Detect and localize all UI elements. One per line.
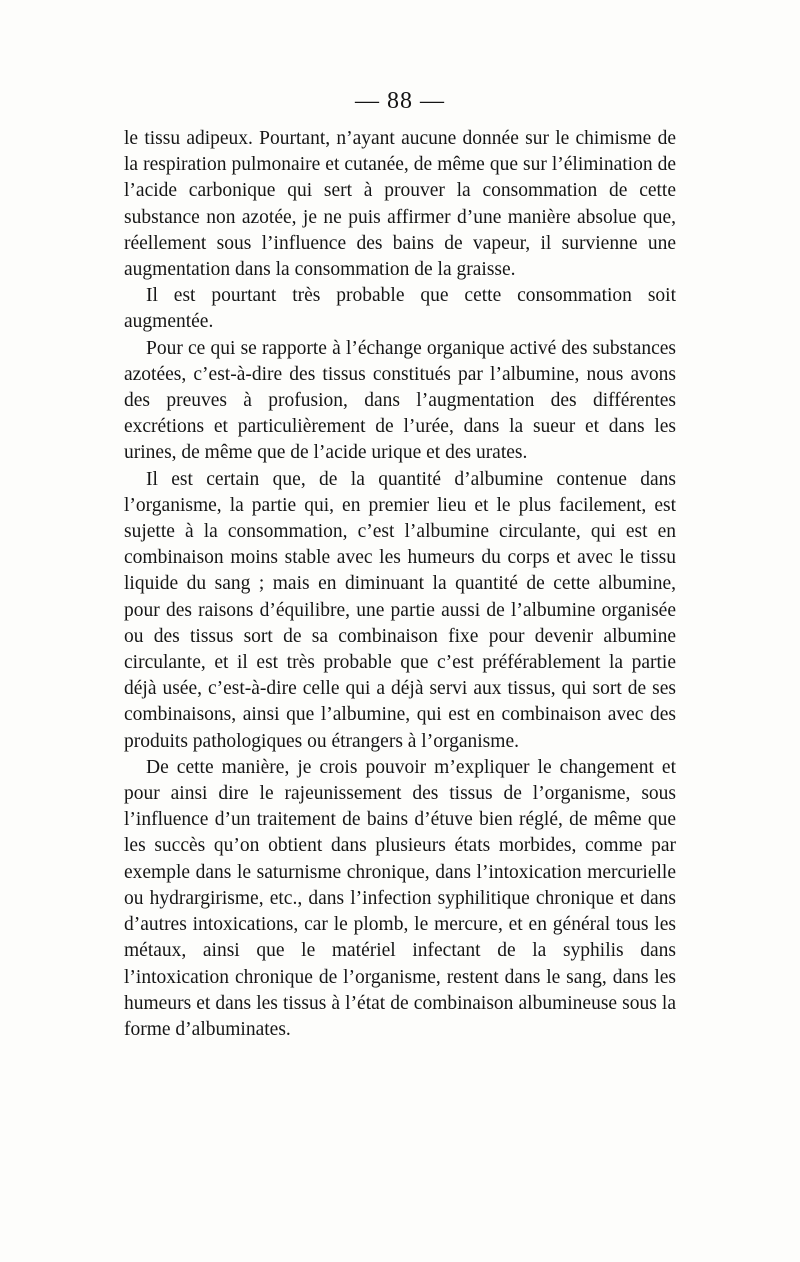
paragraph: Il est pourtant très probable que cette consommation soit augmentée. xyxy=(124,285,676,333)
paragraph: Il est certain que, de la quantité d’albumine contenue dans l’organisme, la partie qui, en premier lieu et le plus facilement, est sujette à la consommation, c’est l’albumine circulante, qui est en combinaison moins stable avec les humeurs du corps et avec le tissu liquide du sang ; mais en diminuant la quantité de cette albumine, pour des raisons d’équilibre, une partie aussi de l’albumine organisée ou des tissus sort de sa combinaison fixe pour devenir albumine circulante, et il est très probable que c’est préférablement la partie déjà usée, c’est-à-dire celle qui a déjà servi aux tissus, qui sort de ses combinaisons, ainsi que l’albumine, qui est en combinaison avec des produits pathologiques ou étrangers à l’organisme. xyxy=(124,468,676,752)
paragraph: Pour ce qui se rapporte à l’échange organique activé des substances azotées, c’est-à-dire des tissus constitués par l’albumine, nous avons des preuves à profusion, dans l’augmentation des différentes excrétions et particulièrement de l’urée, dans la sueur et dans les urines, de même que de l’acide urique et des urates. xyxy=(124,337,676,464)
paragraph-continuation: le tissu adipeux. Pourtant, n’ayant aucune donnée sur le chimisme de la respiration pulmonaire et cutanée, de même que sur l’élimination de l’acide carbonique qui sert à prouver la consommation de cette substance non azotée, je ne puis affirmer d’une manière absolue que, réellement sous l’influence des bains de vapeur, il survienne une augmentation dans la consommation de la graisse. xyxy=(124,128,676,281)
page-number: — 88 — xyxy=(355,88,445,114)
body-text xyxy=(124,126,676,1043)
paragraph: De cette manière, je crois pouvoir m’expliquer le changement et pour ainsi dire le rajeunissement des tissus de l’organisme, sous l’influence d’un traitement de bains d’étuve bien réglé, de même que les succès qu’on obtient dans plusieurs états morbides, comme par exemple dans le saturnisme chronique, dans l’intoxication mercurielle ou hydrargirisme, etc., dans l’infection syphilitique chronique et dans d’autres intoxications, car le plomb, le mercure, et en général tous les métaux, ainsi que le matériel infectant de la syphilis dans l’intoxication chronique de l’organisme, restent dans le sang, dans les humeurs et dans les tissus à l’état de combinaison albumineuse sous la forme d’albuminates. xyxy=(124,756,676,1040)
